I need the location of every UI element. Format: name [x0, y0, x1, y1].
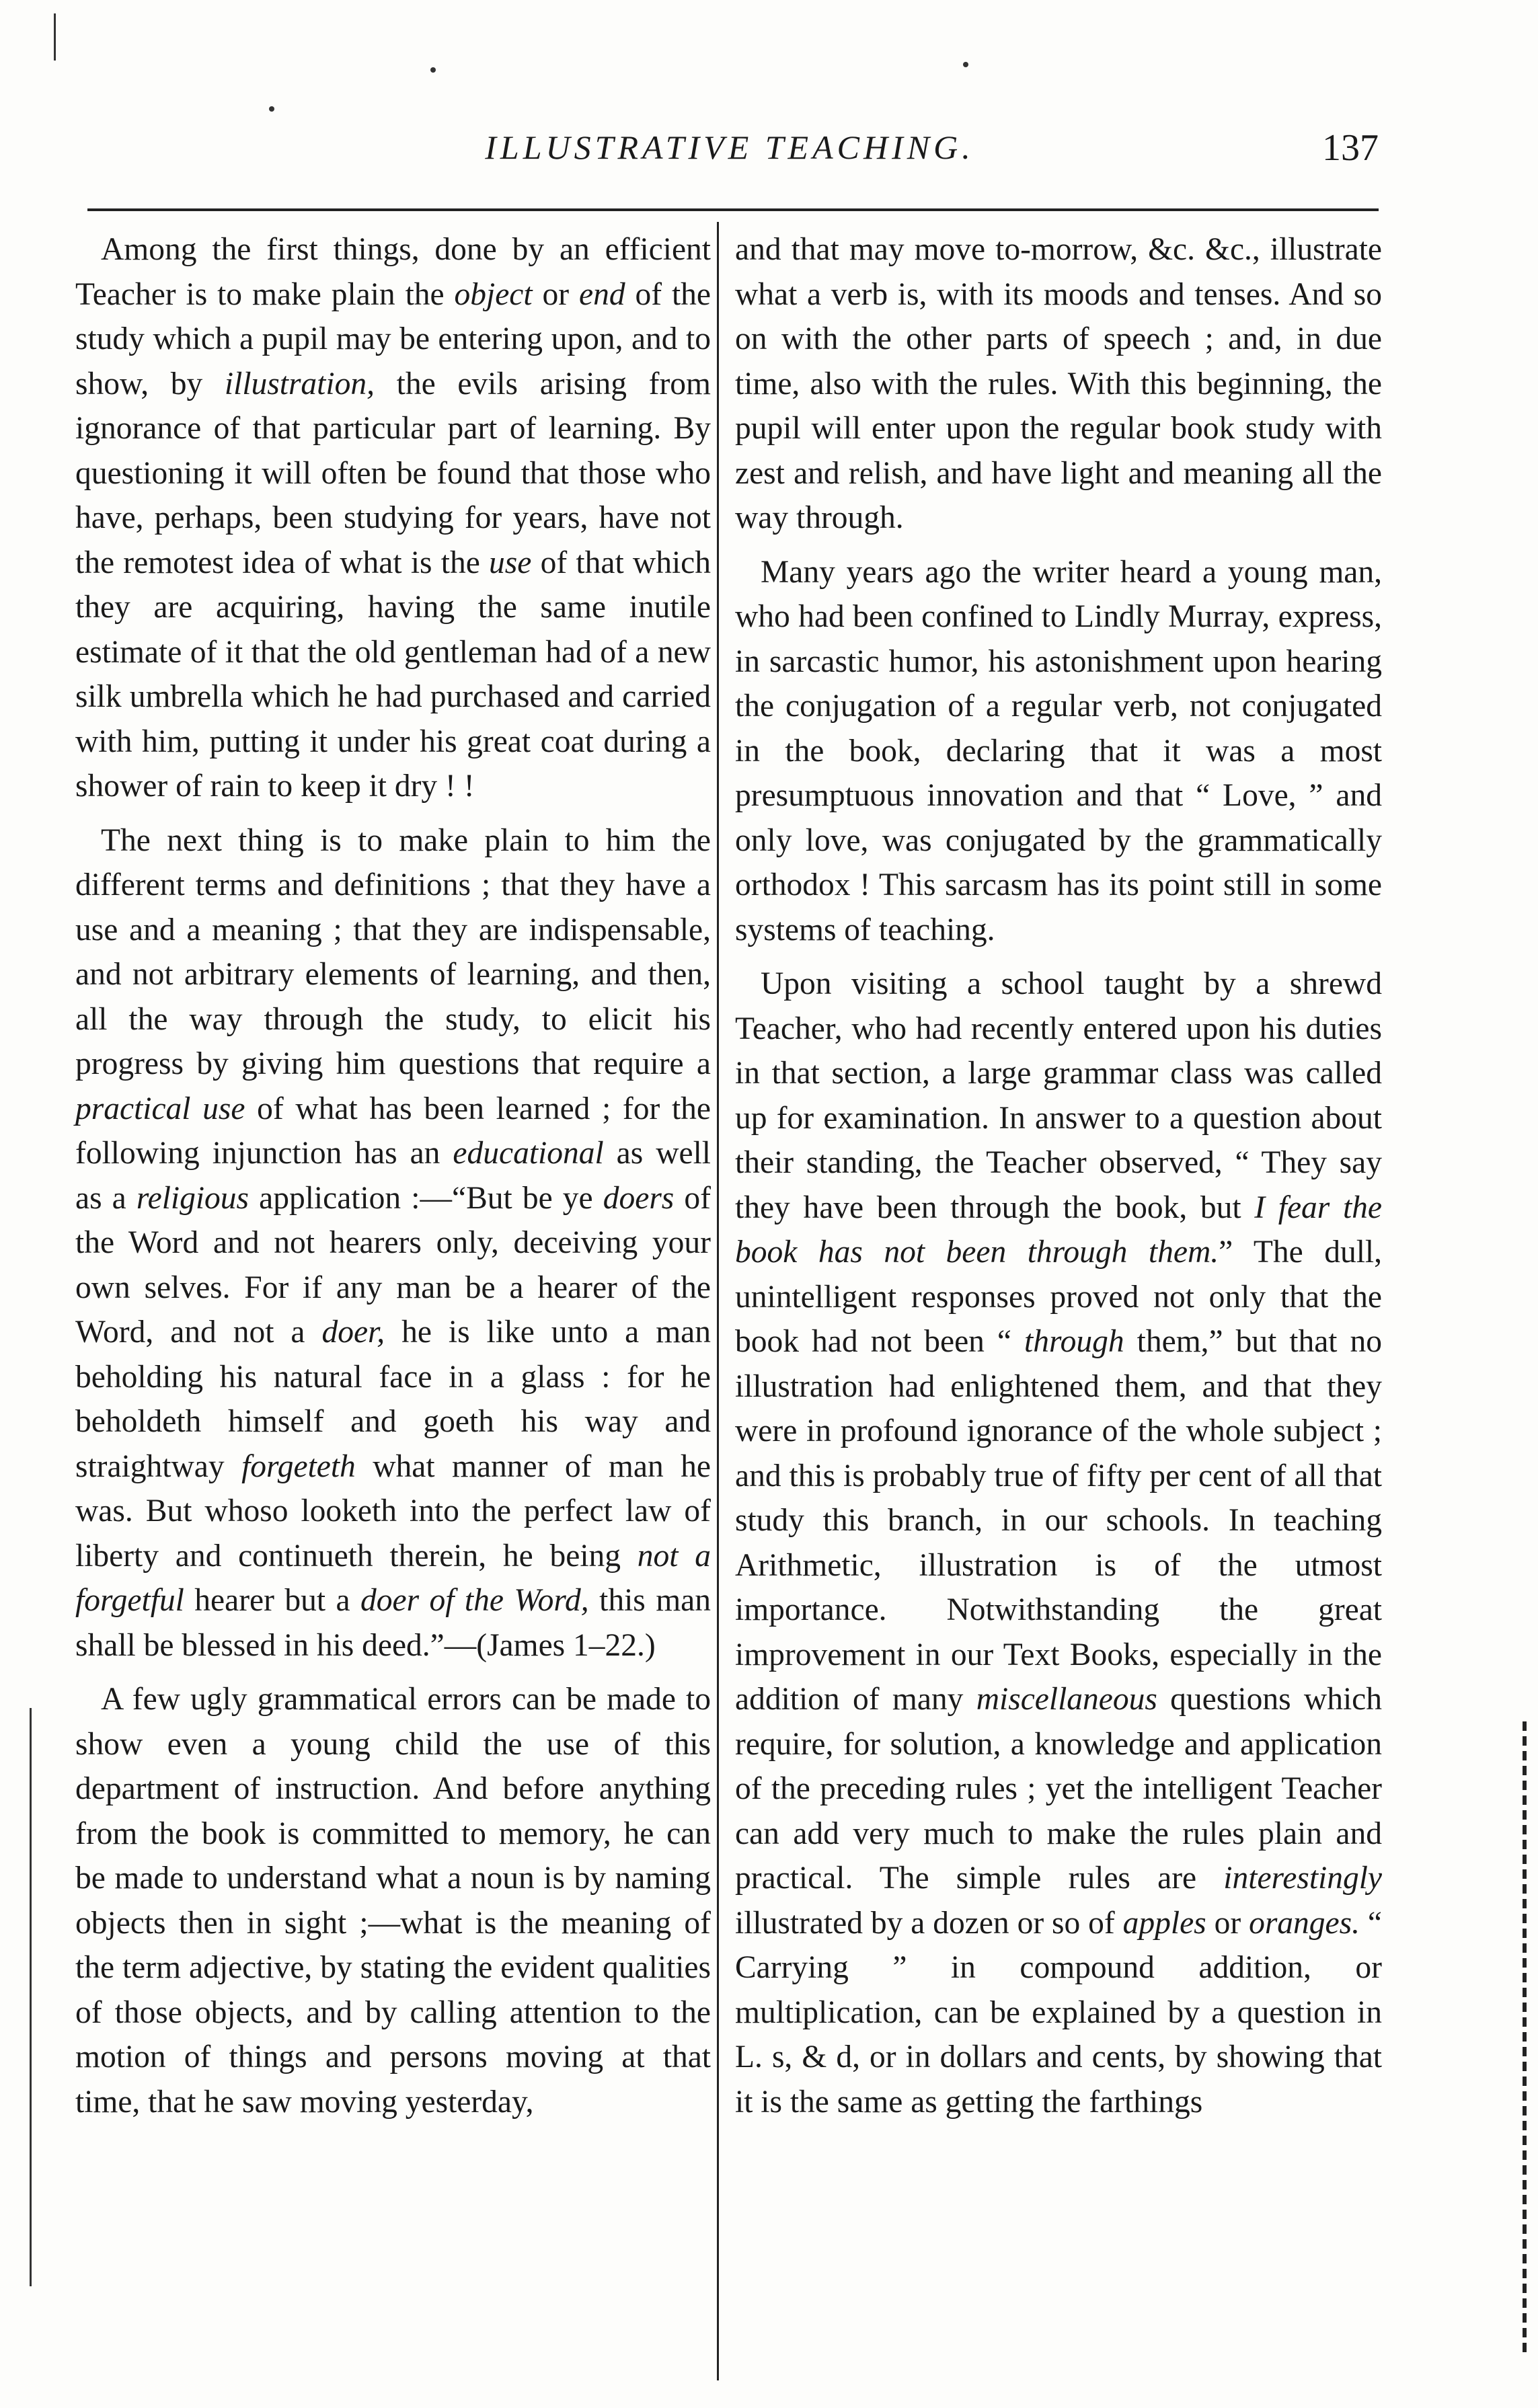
paragraph-grammatical-errors: A few ugly grammatical errors can be made to show even a young child the use of this department of instruction. And before anything from the book is committed to memory, he can be made to understand what a noun is by naming objects then in sight ;—what is the meaning of the term adjective, by stating the evident qualities of those objects, and by calling attention to the motion of things and persons moving at that time, that he saw moving yesterday, — [75, 1682, 711, 2120]
paragraph-lindly-murray: Many years ago the writer heard a young man, who had been confined to Lindly Murray, express, in sarcastic humor, his astonishment upon hearing the conjugation of a regular verb, not conjugated in the book, declaring that it was a most presumptuous innovation and that “ Love, ” and only love, was conjugated by the grammatically orthodox ! This sarcasm has its point still in some systems of teaching. — [735, 554, 1382, 947]
paragraph-verb-continued: and that may move to-morrow, &c. &c., illustrate what a verb is, with its moods and tenses. And so on with the other parts of speech ; and, in due time, also with the rules. With this beginning, the pupil will enter upon the regular book study with zest and relish, and have light and meaning all the way through. — [735, 232, 1382, 535]
left-column — [75, 227, 711, 2124]
paragraph-terms-and-definitions: The next thing is to make plain to him the different terms and definitions ; that they have a use and a meaning ; that they are indispensable, and not arbitrary elements of learning, and then, all the way through the study, to elicit his progress by giving him questions that require a practical use of what has been learned ; for the following injunction has an educational as well as a religious application :—“But be ye doers of the Word and not hearers only, deceiving your own selves. For if any man be a hearer of the Word, and not a doer, he is like unto a man beholding his natural face in a glass : for he beholdeth himself and goeth his way and straightway forgeteth what manner of man he was. But whoso looketh into the perfect law of liberty and continueth therein, he being not a forgetful hearer but a doer of the Word, this man shall be blessed in his deed.”—(James 1–22.) — [75, 822, 711, 1663]
scan-mark — [54, 13, 56, 61]
page-number: 137 — [1322, 127, 1379, 169]
margin-marks — [1523, 1721, 1527, 2354]
column-divider — [717, 222, 719, 2380]
margin-bar — [30, 1708, 32, 2286]
header-rule — [87, 208, 1379, 211]
right-column — [735, 227, 1382, 2124]
scan-speck — [269, 106, 274, 112]
page-header — [81, 114, 1379, 188]
running-title: ILLUSTRATIVE TEACHING. — [485, 128, 974, 166]
scan-speck — [963, 62, 968, 67]
paragraph-object-of-study: Among the first things, done by an efficient Teacher is to make plain the object or end of the study which a pupil may be entering upon, and to show, by illustration, the evils arising from ignorance of that particular part of learning. By questioning it will often be found that those who have, perhaps, been studying for years, have not the remotest idea of what is the use of that which they are acquiring, having the same inutile estimate of it that the old gentleman had of a new silk umbrella which he had purchased and carried with him, putting it under his great coat during a shower of rain to keep it dry ! ! — [75, 232, 711, 804]
paragraph-school-visit: Upon visiting a school taught by a shrewd Teacher, who had recently entered upon his duties in that section, a large grammar class was called up for examination. In answer to a question about their standing, the Teacher observed, “ They say they have been through the book, but I fear the book has not been through them.” The dull, unintelligent responses proved not only that the book had not been “ through them,” but that no illustration had enlightened them, and that they were in profound ignorance of the whole subject ; and this is probably true of fifty per cent of all that study this branch, in our schools. In teaching Arithmetic, illustration is of the utmost importance. Notwithstanding the great improvement in our Text Books, especially in the addition of many miscellaneous questions which require, for solution, a knowledge and application of the preceding rules ; yet the intelligent Teacher can add very much to make the rules plain and practical. The simple rules are interestingly illustrated by a dozen or so of apples or oranges. “ Carrying ” in compound addition, or multiplication, can be explained by a question in L. s, & d, or in dollars and cents, by showing that it is the same as getting the farthings — [735, 966, 1383, 2120]
scan-speck — [430, 67, 436, 73]
